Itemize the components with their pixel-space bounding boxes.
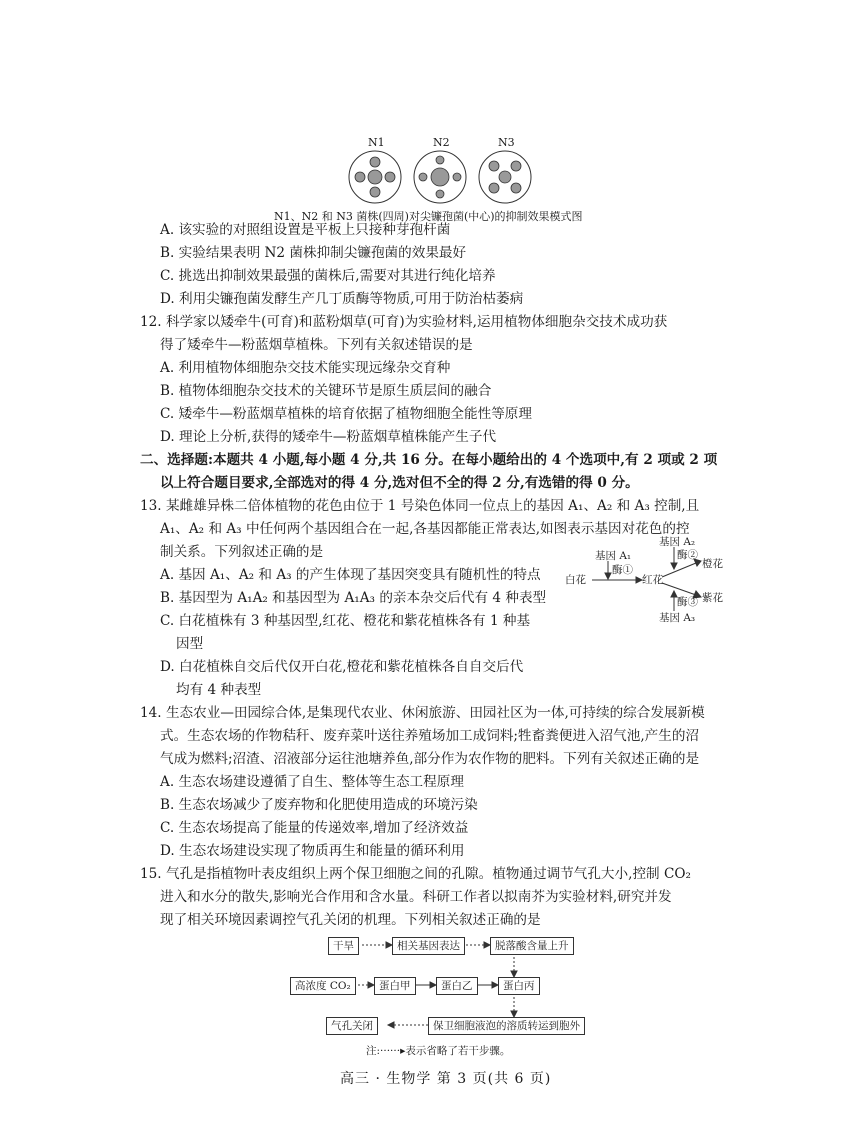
- q11-option-d: D. 利用尖镰孢菌发酵生产几丁质酶等物质,可用于防治枯萎病: [160, 291, 524, 307]
- q14-option-b: B. 生态农场减少了废弃物和化肥使用造成的环境污染: [160, 797, 478, 813]
- q14-stem-line1: 14. 生态农业—田园综合体,是集现代农业、休闲旅游、田园社区为一体,可持续的综合发展新模: [140, 705, 705, 721]
- q13-option-d: D. 白花植株自交后代仅开白花,橙花和紫花植株各自自交后代: [160, 659, 524, 675]
- q12-option-a: A. 利用植物体细胞杂交技术能实现远缘杂交育种: [160, 360, 451, 376]
- flow-node-high-co2: 高浓度 CO₂: [290, 977, 356, 995]
- q13-stem-line1: 13. 某雌雄异株二倍体植物的花色由位于 1 号染色体同一位点上的基因 A₁、A₂ 和 A₃ 控制,且: [140, 498, 700, 514]
- flow-node-drought: 干旱: [328, 937, 359, 955]
- node-white-flower: 白花: [565, 574, 586, 586]
- enzyme-2-label: 酶②: [677, 549, 698, 561]
- q15-stem-line2: 进入和水分的散失,影响光合作用和含水量。科研工作者以拟南芥为实验材料,研究并发: [160, 889, 672, 905]
- flow-node-protein-a: 蛋白甲: [374, 977, 416, 995]
- gene-a2-label: 基因 A₂: [659, 536, 696, 548]
- flow-node-protein-c: 蛋白丙: [498, 977, 540, 995]
- dish-label-n1: N1: [368, 136, 385, 149]
- enzyme-3-label: 酶③: [677, 596, 698, 608]
- q14-option-d: D. 生态农场建设实现了物质再生和能量的循环利用: [160, 843, 465, 859]
- flow-note: 注:······▸表示省略了若干步骤。: [366, 1045, 511, 1057]
- gene-a3-label: 基因 A₃: [659, 612, 696, 624]
- q14-option-c: C. 生态农场提高了能量的传递效率,增加了经济效益: [160, 820, 469, 836]
- q13-option-c: C. 白花植株有 3 种基因型,红花、橙花和紫花植株各有 1 种基: [160, 613, 531, 629]
- q12-option-d: D. 理论上分析,获得的矮牵牛—粉蓝烟草植株能产生子代: [160, 429, 497, 445]
- page-footer: 高三 · 生物学 第 3 页(共 6 页): [340, 1071, 552, 1087]
- flow-node-protein-b: 蛋白乙: [436, 977, 478, 995]
- section-2-line2: 以上符合题目要求,全部选对的得 4 分,选对但不全的得 2 分,有选错的得 0 分。: [160, 475, 639, 491]
- flow-node-solute-transport: 保卫细胞液泡的溶质转运到胞外: [428, 1017, 585, 1035]
- q14-stem-line3: 气成为燃料;沼渣、沼液部分运往池塘养鱼,部分作为农作物的肥料。下列有关叙述正确的是: [160, 751, 700, 767]
- dish-caption: N1、N2 和 N3 菌株(四周)对尖镰孢菌(中心)的抑制效果模式图: [274, 210, 583, 223]
- q13-option-a: A. 基因 A₁、A₂ 和 A₃ 的产生体现了基因突变具有随机性的特点: [160, 567, 541, 583]
- dish-label-n2: N2: [433, 136, 450, 149]
- q12-stem-line2: 得了矮牵牛—粉蓝烟草植株。下列有关叙述错误的是: [160, 337, 473, 353]
- enzyme-1-label: 酶①: [612, 564, 633, 576]
- q12-stem-line1: 12. 科学家以矮牵牛(可育)和蓝粉烟草(可育)为实验材料,运用植物体细胞杂交技术成功获: [140, 314, 668, 330]
- q12-option-c: C. 矮牵牛—粉蓝烟草植株的培育依据了植物细胞全能性等原理: [160, 406, 532, 422]
- q13-stem-line2: A₁、A₂ 和 A₃ 中任何两个基因组合在一起,各基因都能正常表达,如图表示基因对花色的控: [160, 521, 690, 537]
- dish-label-n3: N3: [498, 136, 515, 149]
- q11-option-b: B. 实验结果表明 N2 菌株抑制尖镰孢菌的效果最好: [160, 245, 467, 261]
- flow-node-aba-rise: 脱落酸含量上升: [490, 937, 574, 955]
- flow-node-gene-expression: 相关基因表达: [392, 937, 465, 955]
- node-purple-flower: 紫花: [702, 592, 723, 604]
- q11-option-c: C. 挑选出抑制效果最强的菌株后,需要对其进行纯化培养: [160, 268, 496, 284]
- node-red-flower: 红花: [642, 574, 663, 586]
- flow-node-stomata-close: 气孔关闭: [326, 1017, 378, 1035]
- q13-option-d-cont: 均有 4 种表型: [176, 682, 262, 698]
- q12-option-b: B. 植物体细胞杂交技术的关键环节是原生质层间的融合: [160, 383, 492, 399]
- node-orange-flower: 橙花: [702, 558, 723, 570]
- q15-stem-line1: 15. 气孔是指植物叶表皮组织上两个保卫细胞之间的孔隙。植物通过调节气孔大小,控制 CO₂: [140, 866, 691, 882]
- section-2-line1: 二、选择题:本题共 4 小题,每小题 4 分,共 16 分。在每小题给出的 4 个选项中,有 2 项或 2 项: [140, 452, 718, 468]
- q13-option-b: B. 基因型为 A₁A₂ 和基因型为 A₁A₃ 的亲本杂交后代有 4 种表型: [160, 590, 547, 606]
- q13-option-c-cont: 因型: [176, 636, 204, 652]
- q14-stem-line2: 式。生态农场的作物秸秆、废弃菜叶送往养殖场加工成饲料;牲畜粪便进入沼气池,产生的沼: [160, 728, 700, 744]
- q11-option-a: A. 该实验的对照组设置是平板上只接种芽孢杆菌: [160, 222, 451, 238]
- q13-stem-line3: 制关系。下列叙述正确的是: [160, 544, 324, 560]
- q15-stem-line3: 现了相关环境因素调控气孔关闭的机理。下列相关叙述正确的是: [160, 912, 541, 928]
- q14-option-a: A. 生态农场建设遵循了自生、整体等生态工程原理: [160, 774, 464, 790]
- gene-a1-label: 基因 A₁: [595, 550, 632, 562]
